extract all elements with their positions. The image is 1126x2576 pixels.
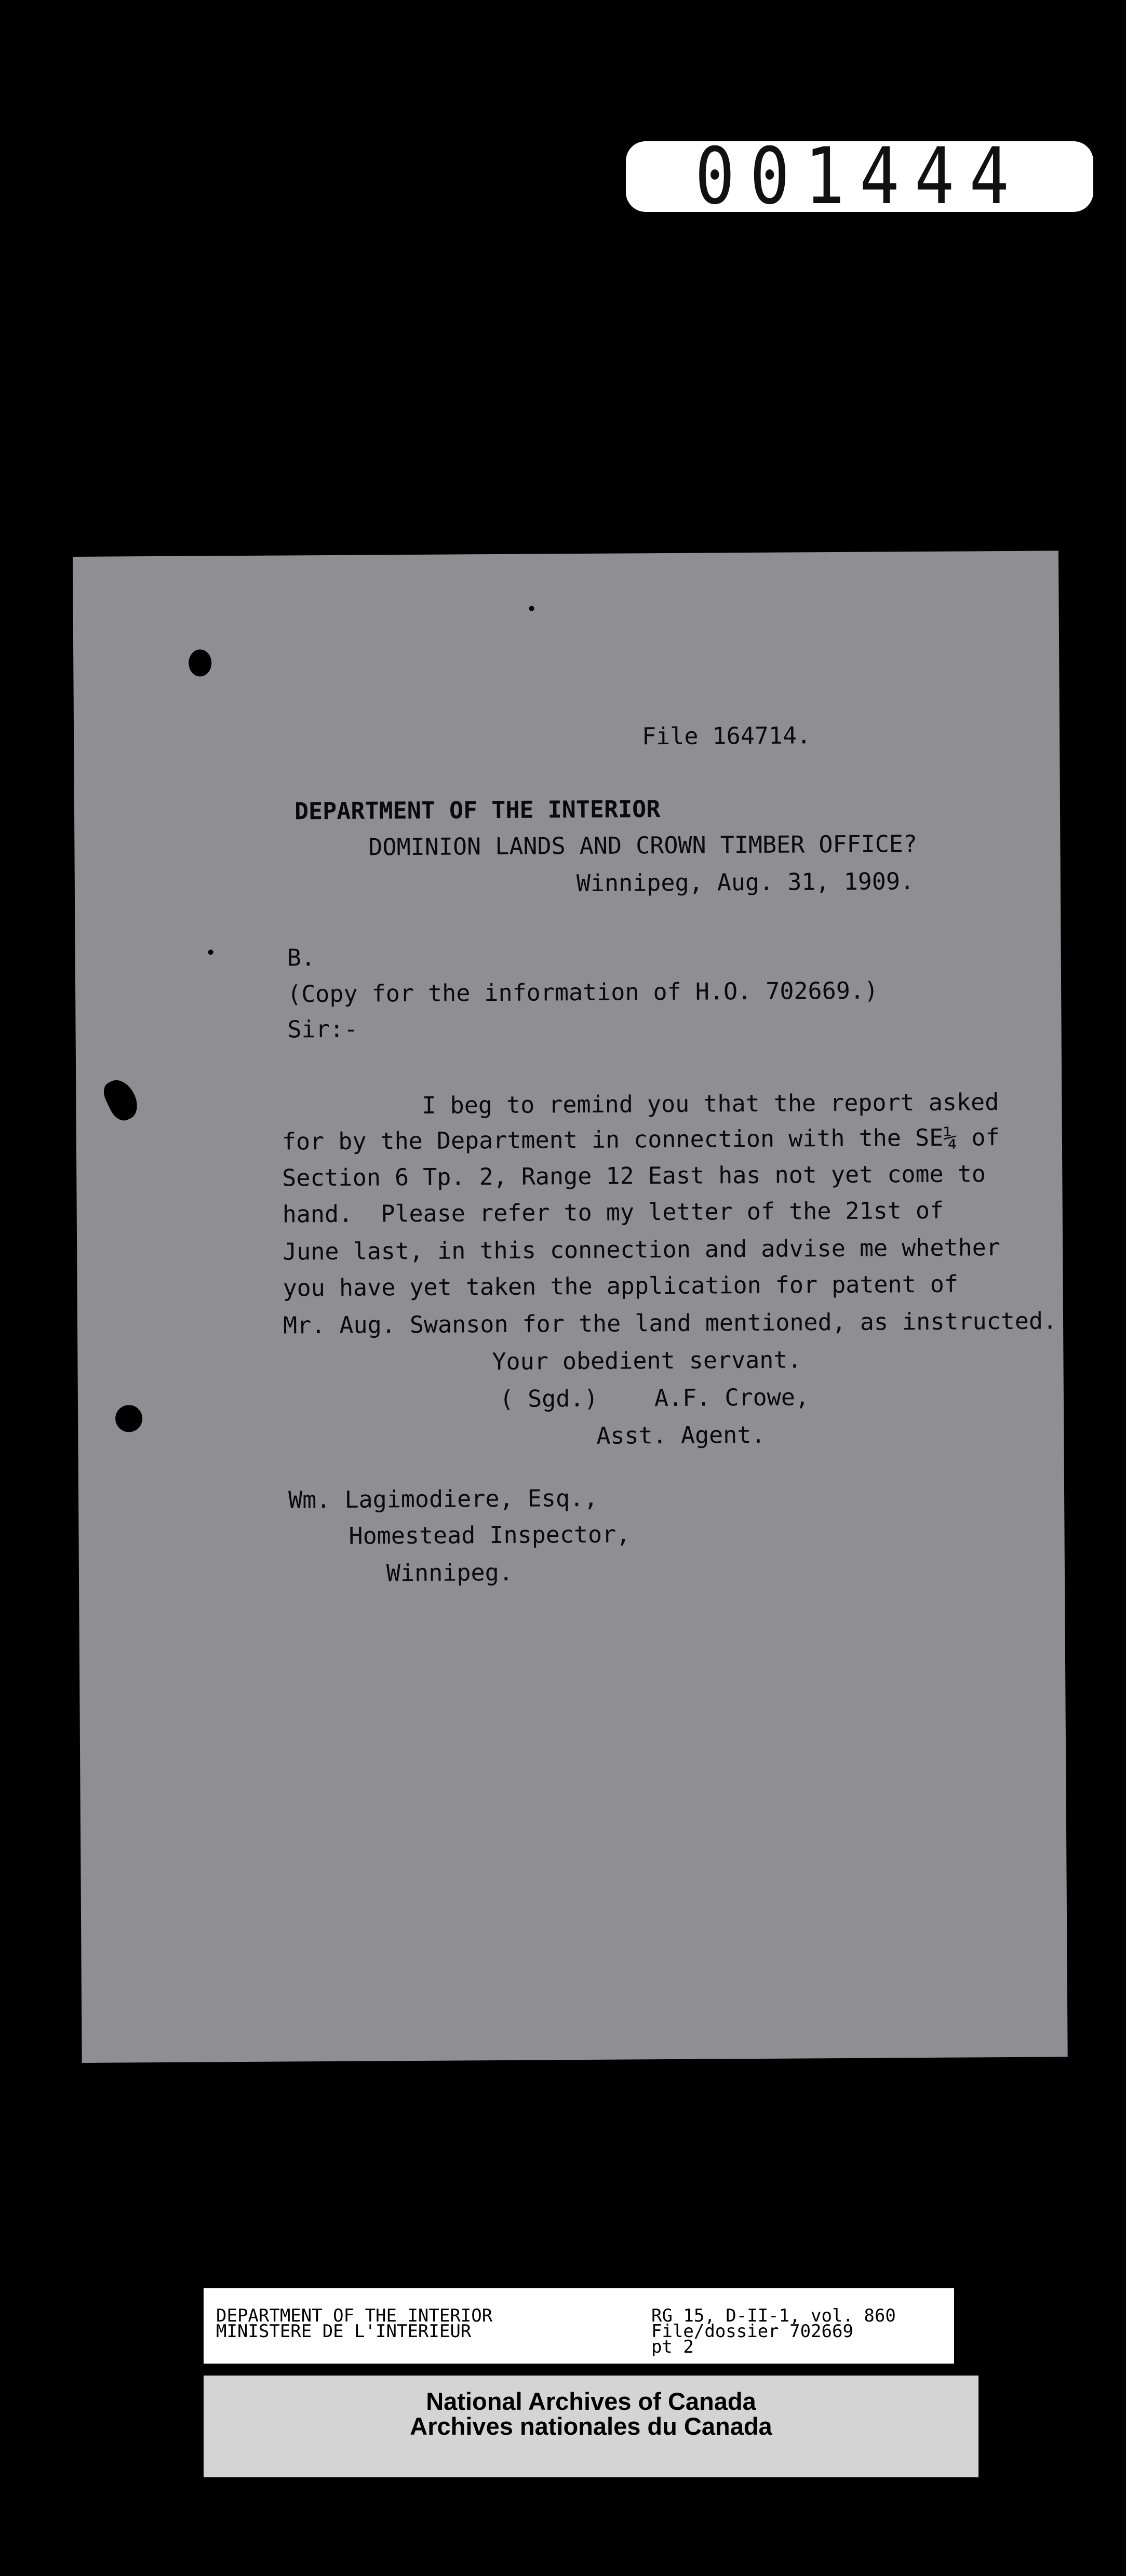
ref-line-1: RG 15, D-II-1, vol. 860 — [651, 2305, 896, 2326]
ref-line-2: File/dossier 702669 — [651, 2321, 853, 2342]
body-line: Mr. Aug. Swanson for the land mentioned, as instructed. — [283, 1307, 1057, 1339]
dept-fr: MINISTERE DE L'INTERIEUR — [216, 2321, 472, 2342]
signature: ( Sgd.) A.F. Crowe, — [499, 1383, 810, 1413]
frame-number-stamp — [626, 131, 1093, 222]
addressee-city: Winnipeg. — [386, 1558, 513, 1587]
paper-speck — [529, 606, 534, 611]
addressee-title: Homestead Inspector, — [348, 1520, 631, 1550]
punch-hole-mid — [100, 1075, 143, 1124]
ref-line-3: pt 2 — [651, 2337, 694, 2357]
body-line: I beg to remind you that the report asked — [422, 1088, 999, 1119]
copy-note: (Copy for the information of H.O. 702669.) — [287, 976, 879, 1008]
archives-name-en: National Archives of Canada — [426, 2387, 756, 2415]
body-line: you have yet taken the application for patent of — [283, 1270, 959, 1302]
salutation: Sir:- — [287, 1015, 358, 1043]
dept-en: DEPARTMENT OF THE INTERIOR — [216, 2305, 493, 2326]
punch-hole-bottom — [115, 1405, 142, 1432]
office-heading: DOMINION LANDS AND CROWN TIMBER OFFICE? — [368, 830, 918, 861]
paper-speck — [208, 949, 213, 955]
archive-reference-label — [204, 2288, 954, 2364]
place-date: Winnipeg, Aug. 31, 1909. — [576, 867, 915, 897]
signer-title: Asst. Agent. — [596, 1420, 766, 1450]
body-line: hand. Please refer to my letter of the 21st of — [282, 1196, 944, 1228]
archives-label — [204, 2376, 978, 2477]
closing: Your obedient servant. — [492, 1346, 802, 1376]
punch-hole-top — [189, 649, 211, 676]
letter-page — [73, 551, 1068, 2063]
archives-name-fr: Archives nationales du Canada — [410, 2412, 772, 2440]
body-line: Section 6 Tp. 2, Range 12 East has not yet come to — [282, 1160, 986, 1192]
department-heading: DEPARTMENT OF THE INTERIOR — [294, 795, 661, 825]
body-line: June last, in this connection and advise me whether — [283, 1233, 1001, 1266]
frame-number: 001444 — [695, 131, 1024, 222]
letter-initial: B. — [287, 944, 316, 972]
body-line: for by the Department in connection with the SE¼ of — [282, 1123, 1000, 1156]
file-reference: File 164714. — [641, 721, 811, 750]
addressee-name: Wm. Lagimodiere, Esq., — [288, 1484, 598, 1514]
